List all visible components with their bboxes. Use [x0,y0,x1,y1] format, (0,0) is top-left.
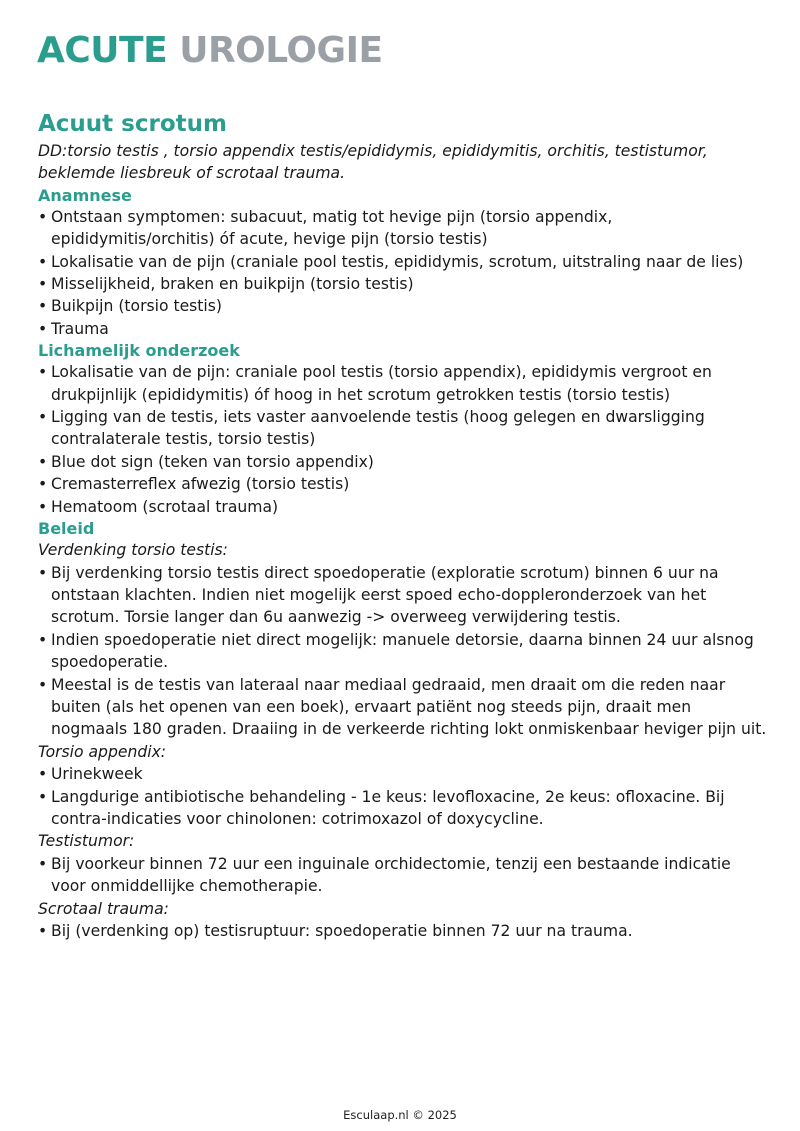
beleid-group-list [38,763,768,830]
list-item: • Ligging van de testis, iets vaster aanvoelende testis (hoog gelegen en dwarsligging contralaterale testis, torsio testis) [38,406,768,451]
beleid-group-title: Scrotaal trauma: [38,899,169,918]
onderzoek-heading: Lichamelijk onderzoek [38,341,240,361]
list-item: • Hematoom (scrotaal trauma) [38,496,768,518]
document-header [37,30,383,71]
beleid-group-list [38,920,768,942]
onderzoek-list [38,361,768,518]
section-title: Acuut scrotum [38,111,227,137]
beleid-group-title: Testistumor: [38,832,135,851]
differential-diagnosis: DD:torsio testis , torsio appendix testis/epididymis, epididymitis, orchitis, testistumor, beklemde liesbreuk of scrotaal trauma. [38,142,708,183]
beleid-group-title: Torsio appendix: [38,742,167,761]
list-item: • Blue dot sign (teken van torsio appendix) [38,451,768,473]
beleid-group-list [38,562,768,741]
list-item: • Lokalisatie van de pijn (craniale pool testis, epididymis, scrotum, uitstraling naar de lies) [38,251,768,273]
list-item: • Cremasterreflex afwezig (torsio testis) [38,473,768,495]
beleid-heading: Beleid [38,519,95,539]
header-word-acute: ACUTE [37,30,168,71]
beleid-group-title: Verdenking torsio testis: [38,541,228,560]
list-item: • Indien spoedoperatie niet direct mogelijk: manuele detorsie, daarna binnen 24 uur alsnog spoedoperatie. [38,629,768,674]
list-item: • Misselijkheid, braken en buikpijn (torsio testis) [38,273,768,295]
list-item: • Trauma [38,318,768,340]
list-item: • Bij (verdenking op) testisruptuur: spoedoperatie binnen 72 uur na trauma. [38,920,768,942]
beleid-group-list [38,853,768,898]
document-body [38,108,768,942]
list-item: • Bij voorkeur binnen 72 uur een inguinale orchidectomie, tenzij een bestaande indicatie voor onmiddellijke chemotherapie. [38,853,768,898]
header-word-urologie: UROLOGIE [179,30,383,71]
footer-copyright: Esculaap.nl © 2025 [343,1108,457,1122]
list-item: • Urinekweek [38,763,768,785]
list-item: • Langdurige antibiotische behandeling - 1e keus: levofloxacine, 2e keus: ofloxacine. Bij contra-indicaties voor chinolonen: cotrimoxazol of doxycycline. [38,786,768,831]
list-item: • Lokalisatie van de pijn: craniale pool testis (torsio appendix), epididymis vergroot en drukpijnlijk (epididymitis) óf hoog in het scrotum getrokken testis (torsio testis) [38,361,768,406]
list-item: • Buikpijn (torsio testis) [38,295,768,317]
list-item: • Bij verdenking torsio testis direct spoedoperatie (exploratie scrotum) binnen 6 uur na ontstaan klachten. Indien niet mogelijk eerst spoed echo-doppleronderzoek van het scrotum. Torsie langer dan 6u aanwezig -> overweeg verwijdering testis. [38,562,768,629]
list-item: • Ontstaan symptomen: subacuut, matig tot hevige pijn (torsio appendix, epididymitis/orchitis) óf acute, hevige pijn (torsio testis) [38,206,768,251]
anamnese-list [38,206,768,340]
list-item: • Meestal is de testis van lateraal naar mediaal gedraaid, men draait om die reden naar buiten (als het openen van een boek), ervaart patiënt nog steeds pijn, draait men nogmaals 180 graden. Draaiing in de verkeerde richting lokt onmiskenbaar heviger pijn uit. [38,674,768,741]
anamnese-heading: Anamnese [38,185,132,205]
